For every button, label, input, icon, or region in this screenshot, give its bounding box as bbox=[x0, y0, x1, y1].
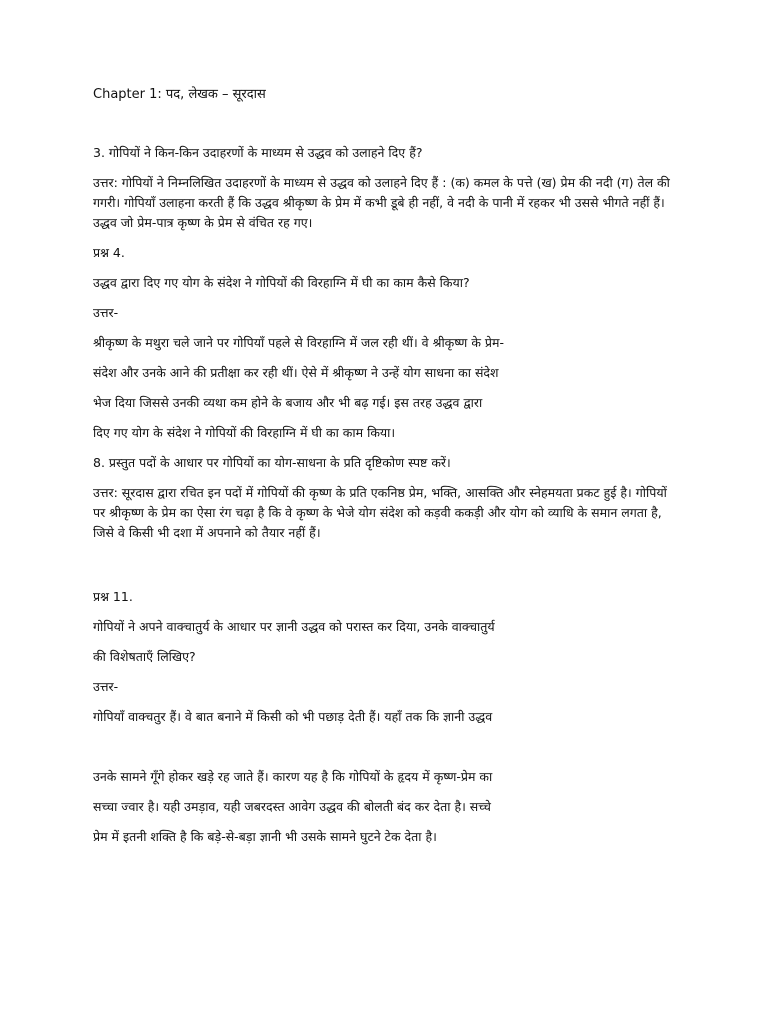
document-body bbox=[93, 143, 673, 847]
answer-paragraph: उत्तर- bbox=[93, 305, 119, 320]
document-page bbox=[93, 85, 673, 857]
answer-paragraph: संदेश और उनके आने की प्रतीक्षा कर रही थीं। ऐसे में श्रीकृष्ण ने उन्हें योग साधना का संदेश bbox=[93, 365, 499, 380]
question-paragraph: 8. प्रस्तुत पदों के आधार पर गोपियों का योग-साधना के प्रति दृष्टिकोण स्पष्ट करें। bbox=[93, 455, 451, 470]
answer-paragraph: गोपियाँ वाक्चतुर हैं। वे बात बनाने में किसी को भी पछाड़ देती हैं। यहाँ तक कि ज्ञानी उद्धव bbox=[93, 709, 493, 724]
answer-paragraph: की विशेषताएँ लिखिए? bbox=[93, 649, 196, 664]
answer-paragraph: उत्तर: सूरदास द्वारा रचित इन पदों में गोपियों की कृष्ण के प्रति एकनिष्ठ प्रेम, भक्ति, आसक्ति और स्नेहमयता प्रकट हुई है। गोपियों पर श्रीकृष्ण के प्रेम का ऐसा रंग चढ़ा है कि वे कृष्ण के भेजे योग संदेश को कड़वी ककड़ी और योग को व्याधि के समान लगता है, जिसे वे किसी भी दशा में अपनाने को तैयार नहीं हैं। bbox=[93, 485, 667, 540]
answer-paragraph: उत्तर- bbox=[93, 679, 119, 694]
answer-paragraph: श्रीकृष्ण के मथुरा चले जाने पर गोपियाँ पहले से विरहाग्नि में जल रही थीं। वे श्रीकृष्ण के प्रेम- bbox=[93, 335, 504, 350]
answer-paragraph: दिए गए योग के संदेश ने गोपियों की विरहाग्नि में घी का काम किया। bbox=[93, 425, 396, 440]
answer-paragraph: गोपियों ने अपने वाक्चातुर्य के आधार पर ज्ञानी उद्धव को परास्त कर दिया, उनके वाक्चातुर्य bbox=[93, 619, 495, 634]
answer-paragraph: उनके सामने गूँगे होकर खड़े रह जाते हैं। कारण यह है कि गोपियों के हृदय में कृष्ण-प्रेम का bbox=[93, 769, 493, 784]
spacer bbox=[93, 553, 673, 583]
answer-paragraph: सच्चा ज्वार है। यही उमड़ाव, यही जबरदस्त आवेग उद्धव की बोलती बंद कर देता है। सच्चे bbox=[93, 799, 491, 814]
answer-paragraph: भेज दिया जिससे उनकी व्यथा कम होने के बजाय और भी बढ़ गई। इस तरह उद्धव द्वारा bbox=[93, 395, 483, 410]
answer-paragraph: उद्धव द्वारा दिए गए योग के संदेश ने गोपियों की विरहाग्नि में घी का काम कैसे किया? bbox=[93, 275, 470, 290]
spacer bbox=[93, 737, 673, 767]
question-paragraph: प्रश्न 4. bbox=[93, 245, 125, 260]
question-paragraph: प्रश्न 11. bbox=[93, 589, 133, 604]
page-title: Chapter 1: पद, लेखक – सूरदास bbox=[93, 87, 266, 102]
question-paragraph: 3. गोपियों ने किन-किन उदाहरणों के माध्यम से उद्धव को उलाहने दिए हैं? bbox=[93, 145, 423, 160]
answer-paragraph: उत्तर: गोपियों ने निम्नलिखित उदाहरणों के माध्यम से उद्धव को उलाहने दिए हैं : (क) कमल के पत्ते (ख) प्रेम की नदी (ग) तेल की गगरी। गोपियाँ उलाहना करती हैं कि उद्धव श्रीकृष्ण के प्रेम में कभी डूबे ही नहीं, वे नदी के पानी में रहकर भी उससे भीगते नहीं हैं। उद्धव जो प्रेम-पात्र कृष्ण के प्रेम से वंचित रह गए। bbox=[93, 175, 670, 230]
answer-paragraph: प्रेम में इतनी शक्ति है कि बड़े-से-बड़ा ज्ञानी भी उसके सामने घुटने टेक देता है। bbox=[93, 829, 437, 844]
